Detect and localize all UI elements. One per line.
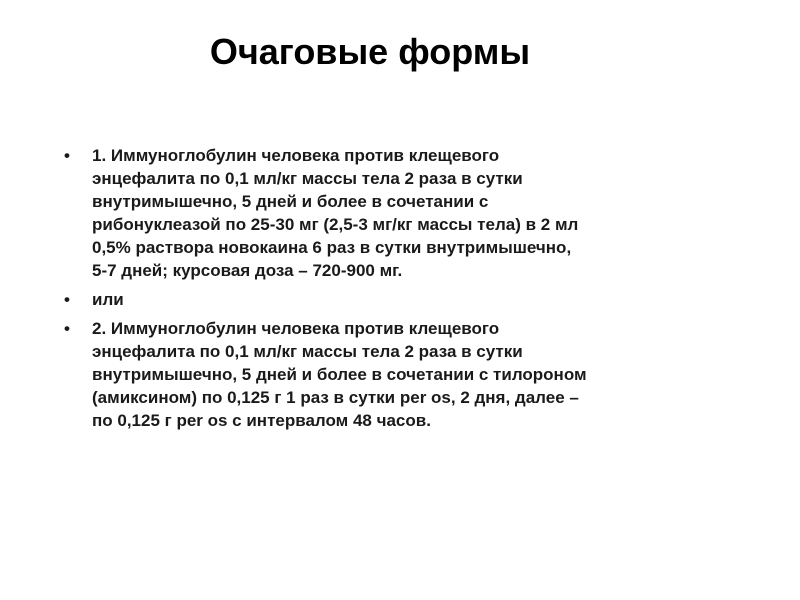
bullet-text-line: энцефалита по 0,1 мл/кг массы тела 2 раза в сутки [92, 342, 523, 361]
bullet-text-line: внутримышечно, 5 дней и более в сочетании с [92, 192, 489, 211]
bullet-dot-icon: • [64, 146, 70, 165]
bullet-text-line: или [92, 290, 124, 309]
bullet-text-line: по 0,125 г per os с интервалом 48 часов. [92, 411, 431, 430]
bullet-text-line: рибонуклеазой по 25-30 мг (2,5-3 мг/кг массы тела) в 2 мл [92, 215, 579, 234]
bullet-text-line: (амиксином) по 0,125 г 1 раз в сутки per os, 2 дня, далее – [92, 388, 579, 407]
bullet-item-1 [60, 144, 760, 282]
bullet-item-3 [60, 317, 760, 432]
bullet-dot-icon: • [64, 319, 70, 338]
bullet-text-line: внутримышечно, 5 дней и более в сочетании с тилороном [92, 365, 587, 384]
bullet-text-line: энцефалита по 0,1 мл/кг массы тела 2 раза в сутки [92, 169, 523, 188]
bullet-text-line: 2. Иммуноглобулин человека против клещевого [92, 319, 500, 338]
bullet-text-line: 0,5% раствора новокаина 6 раз в сутки внутримышечно, [92, 238, 572, 257]
slide-title: Очаговые формы [209, 31, 531, 72]
bullet-text-line: 1. Иммуноглобулин человека против клещевого [92, 146, 500, 165]
bullet-item-2 [60, 288, 760, 311]
bullet-list [60, 144, 760, 438]
bullet-text-line: 5-7 дней; курсовая доза – 720-900 мг. [92, 261, 403, 280]
bullet-dot-icon: • [64, 290, 70, 309]
